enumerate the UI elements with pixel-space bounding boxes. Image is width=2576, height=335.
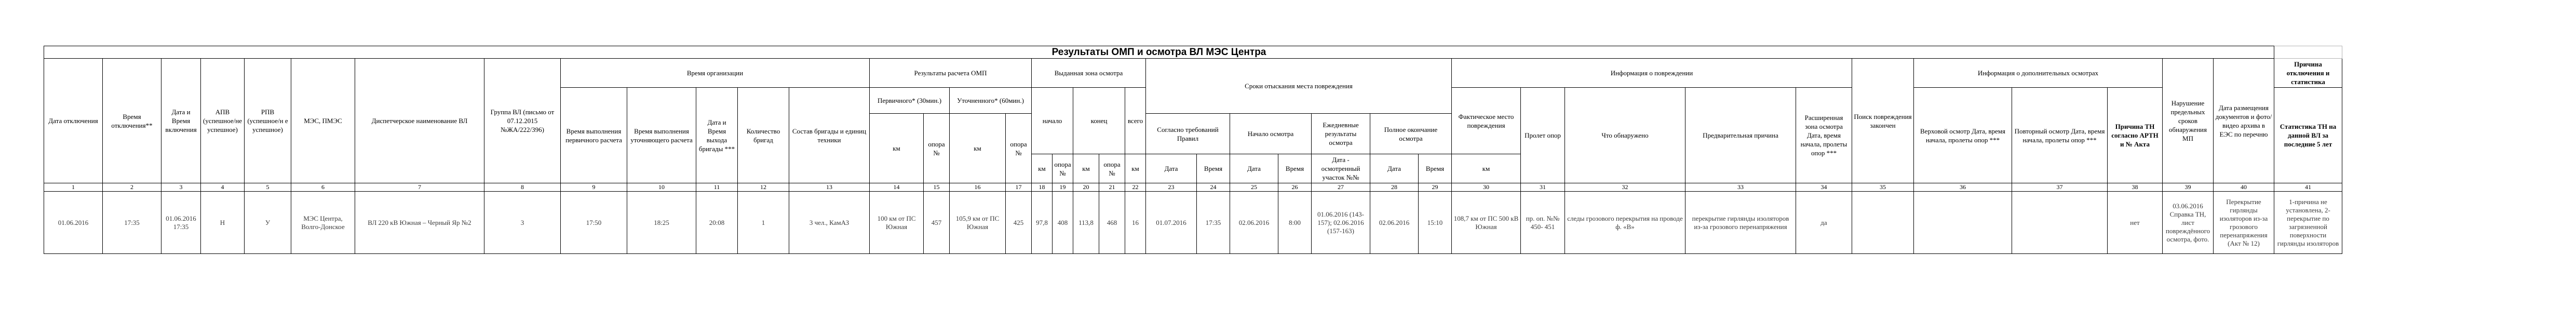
header-daily-results: Ежедневные результаты осмотра [1312,114,1370,154]
cell-line-group: 3 [484,192,561,254]
cell-crew-count: 1 [738,192,789,254]
column-number: 21 [1099,183,1125,192]
header-by-rules: Согласно требований Правил [1146,114,1230,154]
header-zone-end-km: км [1073,154,1099,183]
cell-zone-total-km: 16 [1125,192,1146,254]
cell-preliminary-cause: перекрытие гирлянды изоляторов из-за грозового перенапряжения [1685,192,1796,254]
header-primary-calc-time: Время выполнения первичного расчета [561,88,627,183]
column-number: 35 [1852,183,1914,192]
table-row [44,192,2342,254]
cell-rpv: У [245,192,291,254]
header-refine-support: опора № [1006,114,1032,183]
column-number: 2 [103,183,161,192]
header-artn-cause: Причина ТН согласно АРТН и № Акта [2108,88,2163,183]
header-crew-count: Количество бригад [738,88,789,183]
cell-crew-departure: 20:08 [696,192,738,254]
group-org-time: Время организации [561,59,870,88]
header-end-date: Дата [1370,154,1419,183]
column-number-row [44,183,2342,192]
column-number: 20 [1073,183,1099,192]
header-line-group: Группа ВЛ (письмо от 07.12.2015 №ЖА/222/396) [484,59,561,183]
header-extended-zone: Расширенная зона осмотра Дата, время начала, пролеты опор *** [1796,88,1852,183]
cell-rules-time: 17:35 [1197,192,1230,254]
header-shutdown-time: Время отключения** [103,59,161,183]
cell-deadline-violation: нет [2108,192,2163,254]
column-number: 25 [1230,183,1278,192]
header-line-name: Диспетчерское наименование ВЛ [355,59,484,183]
cell-found: следы грозового перекрытия на проводе ф. «В» [1565,192,1685,254]
column-number: 22 [1125,183,1146,192]
cell-daily-results: 01.06.2016 (143-157); 02.06.2016 (157-163) [1312,192,1370,254]
column-number: 6 [291,183,355,192]
header-crew-departure: Дата и Время выхода бригады *** [696,88,738,183]
column-number: 34 [1796,183,1852,192]
header-refine-calc-time: Время выполнения уточняющего расчета [627,88,696,183]
header-end-time: Время [1419,154,1452,183]
header-refine-calc: Уточненного* (60мин.) [950,88,1032,114]
column-number: 18 [1032,183,1053,192]
cell-zone-end-support: 468 [1099,192,1125,254]
column-number: 13 [789,183,870,192]
cell-top-inspection [1914,192,2012,254]
cell-start-date: 02.06.2016 [1230,192,1278,254]
column-number: 30 [1452,183,1521,192]
cell-switch-on: 01.06.2016 17:35 [161,192,201,254]
header-start-time: Время [1278,154,1312,183]
header-inspection-start: Начало осмотра [1230,114,1312,154]
column-number: 33 [1685,183,1796,192]
group-search: Сроки отыскания места повреждения [1146,59,1452,114]
header-search-finished: Поиск повреждения закончен [1852,59,1914,183]
cell-archive-date: 03.06.2016 Справка ТН, лист повреждённого осмотра, фото. [2163,192,2214,254]
header-rules-time: Время [1197,154,1230,183]
group-extra: Информация о дополнительных осмотрах [1914,59,2163,88]
cell-crew-composition: 3 чел., КамАЗ [789,192,870,254]
column-number: 5 [245,183,291,192]
column-number: 31 [1521,183,1565,192]
column-number: 8 [484,183,561,192]
cell-refine-support: 425 [1006,192,1032,254]
cell-zone-start-support: 408 [1053,192,1073,254]
cell-extended-zone [1852,192,1914,254]
header-primary-support: опора № [924,114,950,183]
group-omp: Результаты расчета ОМП [870,59,1032,88]
cell-start-time: 8:00 [1278,192,1312,254]
cell-end-time: 15:10 [1419,192,1452,254]
cell-mes: МЭС Центра, Волго-Донское [291,192,355,254]
group-cause: Причина отключения и статистика [2274,59,2342,88]
header-rules-date: Дата [1146,154,1197,183]
cell-shutdown-time: 17:35 [103,192,161,254]
group-zone: Выданная зона осмотра [1032,59,1146,88]
header-switch-on: Дата и Время включения [161,59,201,183]
cell-rules-date: 01.07.2016 [1146,192,1197,254]
header-apv: АПВ (успешное/не успешное) [201,59,245,183]
header-zone-start-km: км [1032,154,1053,183]
column-number: 14 [870,183,924,192]
column-number: 32 [1565,183,1685,192]
header-support-span: Пролет опор [1521,88,1565,183]
column-number: 11 [696,183,738,192]
header-mes: МЭС, ПМЭС [291,59,355,183]
cell-actual-location: 108,7 км от ПС 500 кВ Южная [1452,192,1521,254]
column-number: 12 [738,183,789,192]
column-number: 40 [2214,183,2274,192]
column-number: 28 [1370,183,1419,192]
header-found: Что обнаружено [1565,88,1685,183]
header-zone-total: всего [1125,88,1146,154]
column-number: 29 [1419,183,1452,192]
header-primary-calc: Первичного* (30мин.) [870,88,950,114]
header-primary-km: км [870,114,924,183]
cell-primary-support: 457 [924,192,950,254]
header-daily-date-section: Дата - осмотренный участок №№ [1312,154,1370,183]
title-row [44,46,2342,59]
cell-zone-start-km: 97,8 [1032,192,1053,254]
header-repeat-inspection: Повторный осмотр Дата, время начала, пролеты опор *** [2012,88,2108,183]
cell-statistics: 1-причина не установлена, 2-перекрытие по загрязненной поверхности гирлянды изоляторов [2274,192,2342,254]
column-number: 24 [1197,183,1230,192]
cell-apv: Н [201,192,245,254]
header-archive-date: Дата размещения документов и фото/видео архива в ЕЭС по перечню [2214,59,2274,183]
column-number: 9 [561,183,627,192]
header-zone-start: начало [1032,88,1073,154]
column-number: 37 [2012,183,2108,192]
header-full-end: Полное окончание осмотра [1370,114,1452,154]
header-top-inspection: Верховой осмотр Дата, время начала, пролеты опор *** [1914,88,2012,183]
header-zone-start-support: опора № [1053,154,1073,183]
column-number: 36 [1914,183,2012,192]
column-number: 39 [2163,183,2214,192]
column-number: 38 [2108,183,2163,192]
cell-end-date: 02.06.2016 [1370,192,1419,254]
cell-repeat-inspection [2012,192,2108,254]
header-zone-end-support: опора № [1099,154,1125,183]
column-number: 17 [1006,183,1032,192]
omp-report-document [44,46,2342,254]
header-actual-location-km: км [1452,154,1521,183]
header-shutdown-date: Дата отключения [44,59,103,183]
header-refine-km: км [950,114,1006,183]
cell-zone-end-km: 113,8 [1073,192,1099,254]
cell-shutdown-date: 01.06.2016 [44,192,103,254]
column-number: 23 [1146,183,1197,192]
cell-artn-cause: Перекрытие гирлянды изоляторов из-за грозового перенапряжения (Акт № 12) [2214,192,2274,254]
header-preliminary-cause: Предварительная причина [1685,88,1796,183]
cell-refine-calc-time: 18:25 [627,192,696,254]
column-number: 4 [201,183,245,192]
header-start-date: Дата [1230,154,1278,183]
column-number: 26 [1278,183,1312,192]
header-zone-end: конец [1073,88,1125,154]
cell-search-finished: да [1796,192,1852,254]
cell-support-span: пр. оп. №№ 450- 451 [1521,192,1565,254]
cell-line-name: ВЛ 220 кВ Южная – Черный Яр №2 [355,192,484,254]
header-crew-composition: Состав бригады и единиц техники [789,88,870,183]
header-statistics: Статистика ТН на данной ВЛ за последние 5 лет [2274,88,2342,183]
column-number: 7 [355,183,484,192]
header-rpv: РПВ (успешное/н е успешное) [245,59,291,183]
header-zone-total-km: км [1125,154,1146,183]
header-row-1 [44,59,2342,88]
column-number: 19 [1053,183,1073,192]
cell-primary-km: 100 км от ПС Южная [870,192,924,254]
column-number: 3 [161,183,201,192]
column-number: 16 [950,183,1006,192]
column-number: 27 [1312,183,1370,192]
header-actual-location: Фактическое место повреждения [1452,88,1521,154]
title-spare-cell [2274,46,2342,59]
omp-report-table [44,46,2342,254]
column-number: 10 [627,183,696,192]
column-number: 1 [44,183,103,192]
column-number: 41 [2274,183,2342,192]
column-number: 15 [924,183,950,192]
header-deadline-violation: Нарушение предельных сроков обнаружения МП [2163,59,2214,183]
group-damage: Информация о повреждении [1452,59,1852,88]
report-title: Результаты ОМП и осмотра ВЛ МЭС Центра [44,46,2274,59]
cell-refine-km: 105,9 км от ПС Южная [950,192,1006,254]
cell-primary-calc-time: 17:50 [561,192,627,254]
